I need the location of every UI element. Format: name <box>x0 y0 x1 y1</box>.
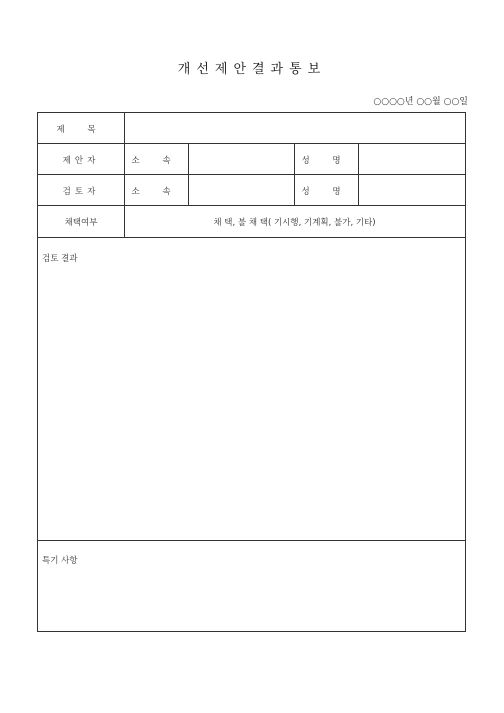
row-divider <box>38 540 465 541</box>
reviewer-name-label: 성 명 <box>301 187 351 197</box>
proposal-result-form <box>37 112 466 632</box>
date-line: ○○○○년 ○○월 ○○일 <box>373 97 468 107</box>
page-title: 개선제안결과통보 <box>177 62 327 77</box>
proposer-name-label: 성 명 <box>301 156 351 166</box>
row-divider <box>38 237 465 238</box>
review-result-label: 검토 결과 <box>42 254 78 264</box>
special-notes-label: 특기 사항 <box>42 556 78 566</box>
proposer-affiliation-field[interactable] <box>189 144 294 174</box>
proposer-label: 제안자 <box>62 156 100 166</box>
proposer-affiliation-label: 소 속 <box>131 156 181 166</box>
reviewer-label: 검토자 <box>62 187 100 197</box>
special-notes-area[interactable] <box>39 567 465 631</box>
adoption-label: 채택여부 <box>64 218 98 228</box>
reviewer-name-field[interactable] <box>359 175 465 205</box>
reviewer-affiliation-field[interactable] <box>189 175 294 205</box>
proposer-name-field[interactable] <box>359 144 465 174</box>
subject-field[interactable] <box>125 114 465 143</box>
subject-label: 제 목 <box>56 125 106 135</box>
adoption-options: 채 택, 불 채 택( 기시행, 기계획, 불가, 기타) <box>213 218 376 228</box>
row-divider <box>38 205 465 206</box>
reviewer-affiliation-label: 소 속 <box>131 187 181 197</box>
review-result-area[interactable] <box>39 265 465 539</box>
